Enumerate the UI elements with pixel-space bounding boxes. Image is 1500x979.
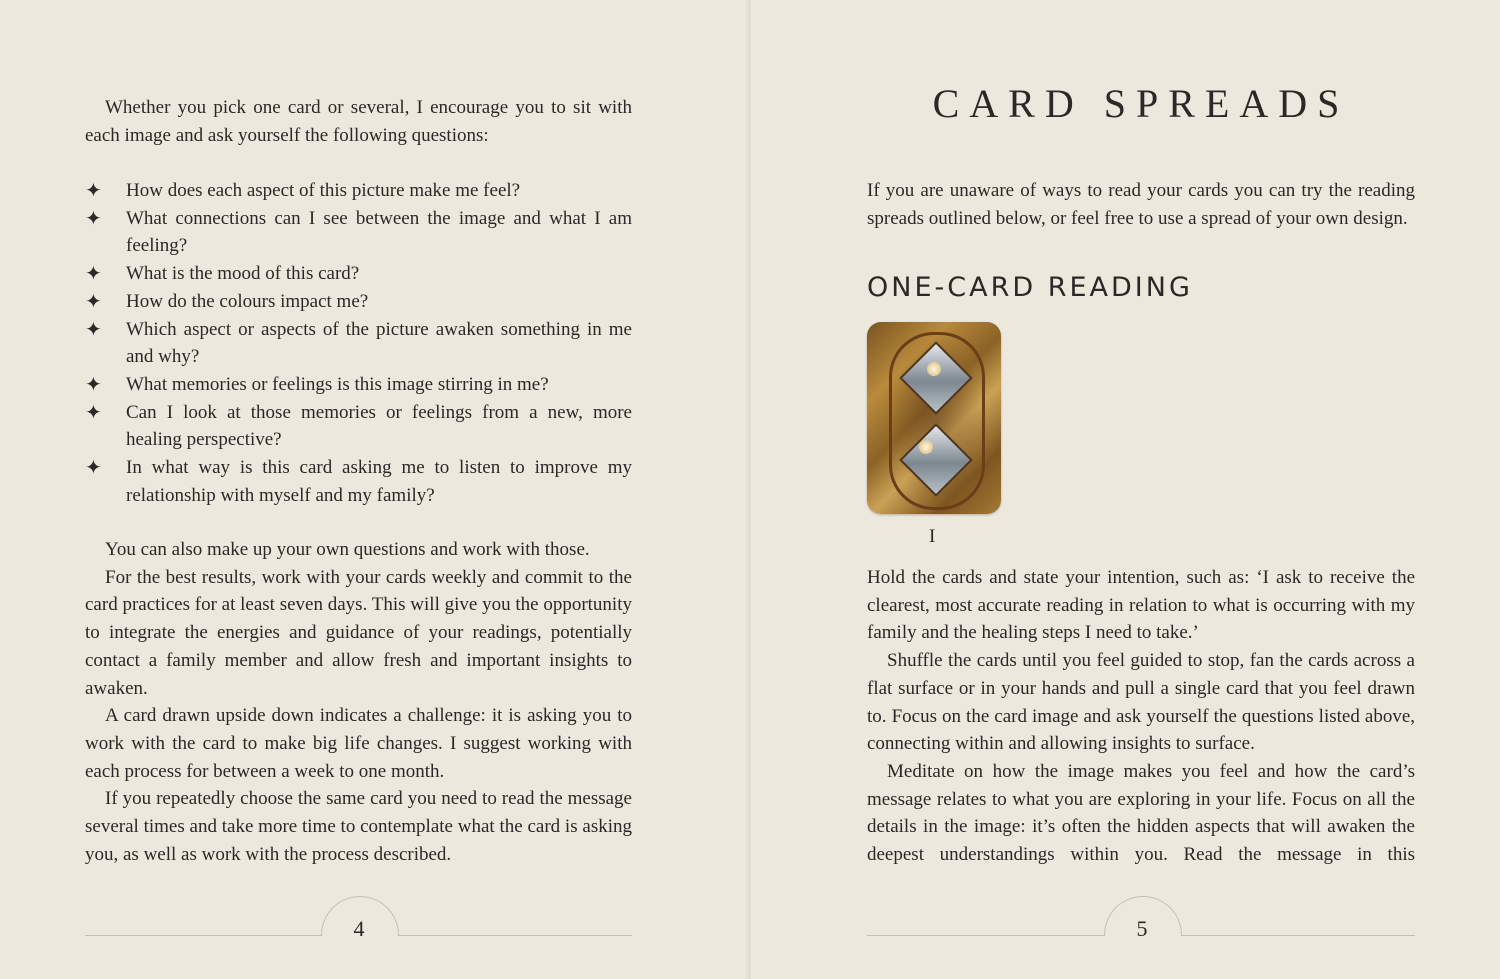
card-back-image [867,322,1001,514]
question-text: In what way is this card asking me to listen to improve my relationship with myself and my family? [126,457,632,506]
body-paragraph: A card drawn upside down indicates a challenge: it is asking you to work with the card to make big life changes. I suggest working with each process for between a week to one month. [85,705,632,782]
question-item [85,205,632,260]
question-text: Can I look at those memories or feelings from a new, more healing perspective? [126,401,632,451]
title-block [867,80,1415,127]
question-item [85,454,632,509]
page-title: CARD SPREADS [932,81,1350,126]
question-text: Which aspect or aspects of the picture awaken something in me and why? [126,318,632,368]
right-page [751,0,1500,979]
question-list [85,177,632,509]
star-bullet-icon: ✦ [85,205,102,230]
star-bullet-icon: ✦ [85,178,102,202]
right-intro-block [867,177,1415,232]
question-item [85,316,632,371]
section-heading: ONE-CARD READING [867,272,1193,303]
left-page [0,0,749,979]
question-text: What connections can I see between the image and what I am feeling? [126,207,632,257]
left-intro-block [85,94,632,149]
star-bullet-icon: ✦ [85,455,102,480]
question-item [85,288,632,316]
question-item [85,260,632,288]
question-item [85,177,632,205]
question-item [85,399,632,454]
star-bullet-icon: ✦ [85,288,102,313]
question-text: How do the colours impact me? [126,290,369,312]
intro-paragraph: If you are unaware of ways to read your cards you can try the reading spreads outlined below, or feel free to use a spread of your own design. [867,180,1415,229]
page-number: 5 [1136,916,1148,941]
question-item [85,371,632,399]
body-paragraph: For the best results, work with your cards weekly and commit to the card practices for at least seven days. This will give you the opportunity to integrate the energies and guidance of your readings, potentially contact a family member and allow fresh and important insights to awaken. [85,566,632,699]
body-paragraph: You can also make up your own questions and work with those. [105,539,590,560]
body-paragraph: Meditate on how the image makes you feel and how the card’s message relates to what you are exploring in your life. Focus on all the details in the image: it’s often the hidden aspects that will awaken the deepest understandings within you. Read the message in this [867,760,1415,866]
right-paragraphs [867,564,1415,869]
body-paragraph: Hold the cards and state your intention, such as: ‘I ask to receive the clearest, most accurate reading in relation to what is occurring with my family and the healing steps I need to take.’ [867,567,1415,644]
star-bullet-icon: ✦ [85,371,102,396]
star-bullet-icon: ✦ [85,316,102,341]
body-paragraph: If you repeatedly choose the same card you need to read the message several times and take more time to contemplate what the card is asking you, as well as work with the process described. [85,788,632,865]
intro-paragraph: Whether you pick one card or several, I encourage you to sit with each image and ask yourself the following questions: [85,97,632,146]
body-paragraph: Shuffle the cards until you feel guided to stop, fan the cards across a flat surface or in your hands and pull a single card that you feel drawn to. Focus on the card image and ask yourself the questions listed above, connecting within and allowing insights to surface. [867,650,1415,755]
question-text: What memories or feelings is this image stirring in me? [126,373,549,395]
question-text: What is the mood of this card? [126,263,360,285]
card-position-label: I [929,526,936,547]
subheading-block [867,272,1415,303]
star-bullet-icon: ✦ [85,261,102,286]
question-list-block [85,177,632,509]
left-paragraphs [85,536,632,868]
star-bullet-icon: ✦ [85,399,102,424]
page-number: 4 [353,916,365,941]
question-text: How does each aspect of this picture make me feel? [126,180,521,201]
